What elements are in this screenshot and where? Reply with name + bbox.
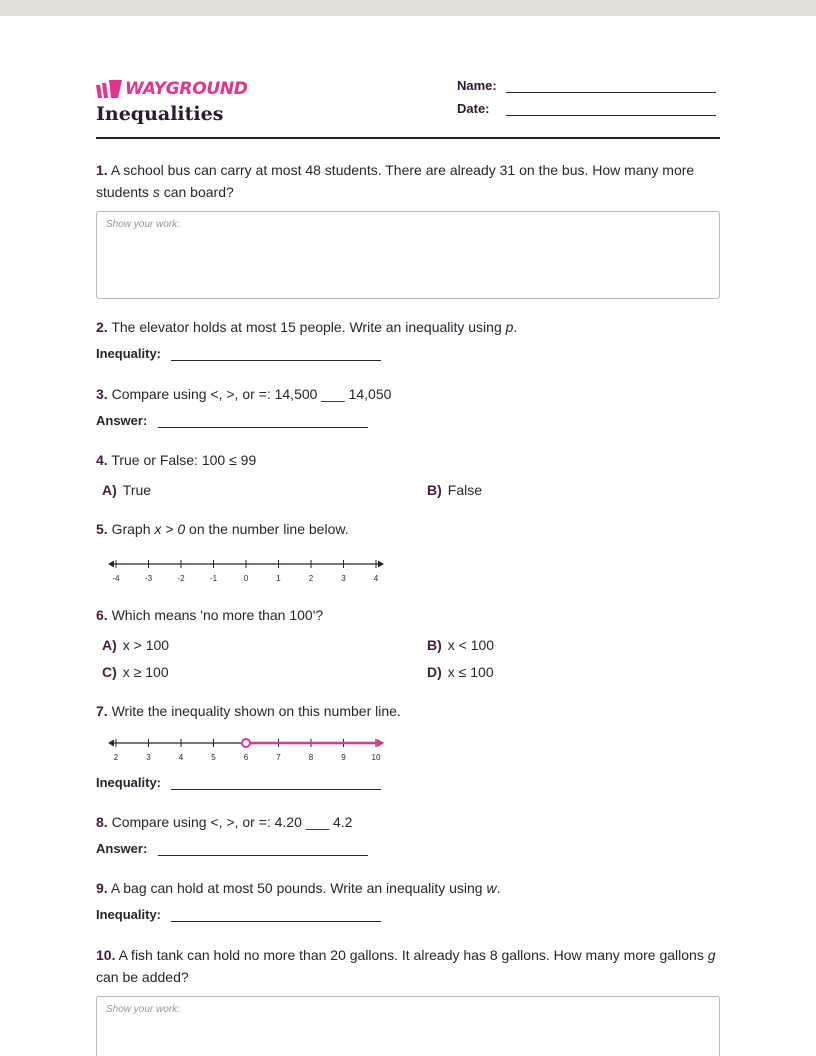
question-text: on the number line below. (185, 521, 349, 537)
question-text: True or False: 100 ≤ 99 (111, 452, 257, 468)
question-text: . (496, 880, 501, 896)
answer-line[interactable] (171, 789, 381, 790)
brand-logo (96, 79, 248, 99)
question-7 (96, 700, 720, 722)
answer-row-9[interactable] (96, 907, 381, 922)
question-text: A fish tank can hold no more than 20 gallons. It already has 8 gallons. How many more gallons (118, 947, 708, 963)
left-arrow (108, 561, 114, 568)
worksheet-title: Inequalities (96, 103, 224, 125)
question-number: 8. (96, 814, 108, 830)
question-5 (96, 518, 720, 540)
answer-label: Inequality: (96, 775, 162, 790)
work-placeholder: Show your work: (106, 219, 180, 230)
answer-row-2[interactable] (96, 346, 381, 361)
tick-label: 3 (146, 753, 151, 762)
option-c[interactable] (102, 664, 169, 680)
answer-label: Inequality: (96, 346, 162, 361)
question-text: . (513, 319, 518, 335)
work-box-10[interactable] (96, 996, 720, 1056)
option-letter: B) (427, 482, 442, 498)
option-letter: A) (102, 482, 117, 498)
answer-row-8[interactable] (96, 841, 368, 856)
option-text: x ≤ 100 (447, 664, 494, 680)
option-letter: A) (102, 637, 117, 653)
question-text: Write the inequality shown on this number line. (111, 703, 401, 719)
date-field[interactable] (457, 101, 716, 116)
answer-line[interactable] (171, 921, 381, 922)
name-field[interactable] (457, 78, 716, 93)
option-a[interactable] (102, 637, 169, 653)
number-line-q7 (108, 737, 388, 765)
question-number: 6. (96, 607, 108, 623)
right-arrow (378, 561, 384, 568)
option-b[interactable] (427, 637, 494, 653)
question-variable: g (707, 947, 716, 963)
question-2 (96, 316, 720, 338)
answer-row-3[interactable] (96, 413, 368, 428)
option-text: x ≥ 100 (122, 664, 169, 680)
tick-label: 5 (211, 753, 216, 762)
tick-label: 1 (276, 574, 281, 583)
tick-label: 7 (276, 753, 281, 762)
question-number: 2. (96, 319, 108, 335)
solution-arrow (377, 739, 384, 747)
header-divider (96, 137, 720, 139)
tick-label: 6 (243, 753, 249, 762)
question-text: Compare using <, >, or =: 14,500 ___ 14,050 (111, 386, 392, 402)
option-d[interactable] (427, 664, 494, 680)
question-variable: w (486, 880, 497, 896)
answer-line[interactable] (171, 360, 381, 361)
work-placeholder: Show your work: (106, 1004, 180, 1015)
question-10 (96, 944, 720, 988)
question-number: 5. (96, 521, 108, 537)
question-8 (96, 811, 720, 833)
tick-label: 0 (243, 574, 249, 583)
answer-line[interactable] (158, 855, 368, 856)
work-box-1[interactable] (96, 211, 720, 299)
wayground-logo-icon (96, 80, 122, 98)
tick-label: 8 (308, 753, 314, 762)
question-variable: x > 0 (154, 521, 186, 537)
name-label: Name: (457, 78, 497, 93)
tick-label: 3 (341, 574, 346, 583)
answer-line[interactable] (158, 427, 368, 428)
question-number: 1. (96, 162, 108, 178)
question-variable: p (505, 319, 514, 335)
answer-label: Answer: (96, 841, 148, 856)
tick-label: 2 (113, 753, 119, 762)
answer-label: Inequality: (96, 907, 162, 922)
question-4 (96, 449, 720, 471)
question-number: 4. (96, 452, 108, 468)
question-number: 9. (96, 880, 108, 896)
option-text: True (122, 482, 152, 498)
question-9 (96, 877, 720, 899)
tick-label: -2 (177, 574, 185, 583)
question-number: 7. (96, 703, 108, 719)
option-text: False (447, 482, 483, 498)
answer-row-7[interactable] (96, 775, 381, 790)
date-label: Date: (457, 101, 490, 116)
question-number: 3. (96, 386, 108, 402)
tick-label: 9 (341, 753, 346, 762)
question-text: Compare using <, >, or =: 4.20 ___ 4.2 (111, 814, 353, 830)
question-number: 10. (96, 947, 116, 963)
open-circle (242, 739, 250, 747)
tick-label: 2 (308, 574, 314, 583)
left-arrow (108, 740, 114, 747)
option-a[interactable] (102, 482, 151, 498)
top-bar (0, 0, 816, 16)
tick-label: -3 (144, 574, 153, 583)
option-text: x < 100 (447, 637, 495, 653)
question-3 (96, 383, 720, 405)
date-line[interactable] (506, 115, 716, 116)
question-6 (96, 604, 720, 626)
option-letter: B) (427, 637, 442, 653)
question-text: Which means 'no more than 100'? (111, 607, 324, 623)
question-text: The elevator holds at most 15 people. Write an inequality using (111, 319, 506, 335)
option-b[interactable] (427, 482, 482, 498)
question-text: can be added? (96, 969, 189, 985)
name-line[interactable] (506, 92, 716, 93)
question-text: can board? (159, 184, 234, 200)
option-letter: C) (102, 664, 117, 680)
tick-label: 4 (178, 753, 184, 762)
question-text: Graph (111, 521, 155, 537)
question-text: A school bus can carry at most 48 students. There are already 31 on the bus. How many more students (96, 162, 695, 200)
answer-label: Answer: (96, 413, 148, 428)
tick-label: 10 (371, 753, 381, 762)
option-text: x > 100 (122, 637, 170, 653)
tick-label: -4 (112, 574, 120, 583)
option-letter: D) (427, 664, 442, 680)
number-line-q5[interactable] (108, 558, 388, 586)
question-variable: s (152, 184, 160, 200)
question-1 (96, 159, 720, 203)
tick-label: -1 (209, 574, 218, 583)
tick-label: 4 (373, 574, 379, 583)
question-text: A bag can hold at most 50 pounds. Write an inequality using (110, 880, 487, 896)
brand-name: WAYGROUND (125, 79, 248, 99)
